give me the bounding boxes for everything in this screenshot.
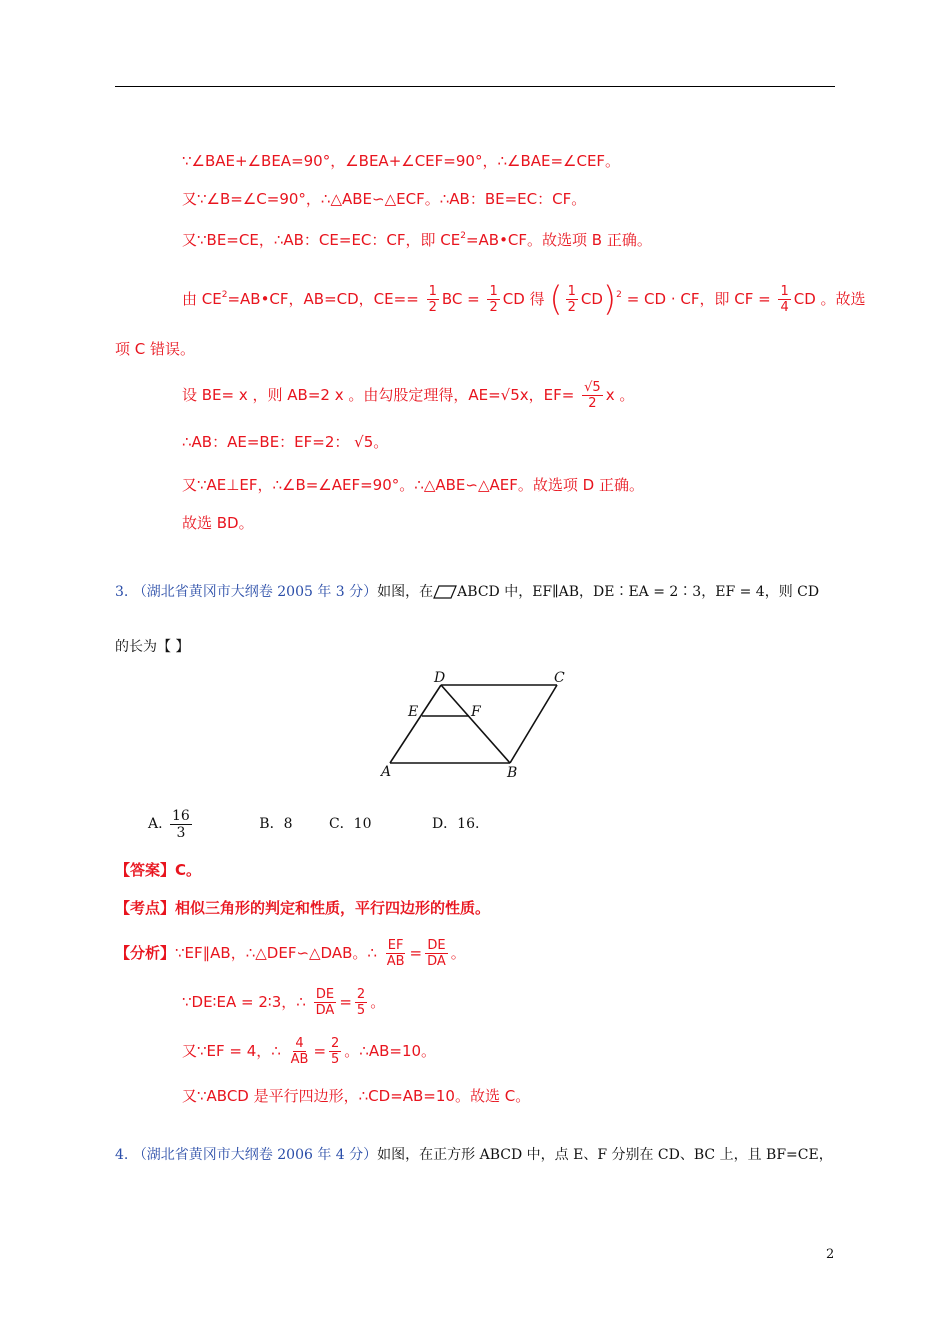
question-3-options xyxy=(148,807,479,841)
fenxi-line-4: 又∵ABCD 是平行四边形，∴CD=AB=10。故选 C。 xyxy=(182,1087,531,1105)
fraction-quarter: $\frac{1}{4}$ xyxy=(780,284,789,315)
solution-line-1: ∵∠BAE+∠BEA=90°，∠BEA+∠CEF=90°，∴∠BAE=∠CEF。 xyxy=(182,152,621,170)
question-3-stem-cont: 的长为【 】 xyxy=(115,639,190,655)
question-source: （湖北省黄冈市大纲卷 2005 年 3 分） xyxy=(132,584,378,600)
kaodian-line: 【考点】相似三角形的判定和性质，平行四边形的性质。 xyxy=(115,899,491,917)
label-e: E xyxy=(408,704,419,720)
answer-value: C。 xyxy=(175,861,202,879)
fenxi-line-3: 又∵EF = 4，∴ $\frac{4}{AB}$ = $\frac{2}{5}$ 。∴AB=10。 xyxy=(182,1036,437,1067)
label-a: A xyxy=(381,764,392,780)
solution-line-4: 由 $CE^2=AB•CF$，AB=CD，CE== $\frac{1}{2}$ BC = $\frac{1}{2}$ CD 得 ( $\frac{1}{2}$ CD)$^2$ = CD · CF，即 CF = $\frac{1}{4}$ CD 。故选 xyxy=(182,279,866,320)
fraction-sqrt5-over-2: $\frac{√5}{2}$ xyxy=(584,380,601,411)
label-b: B xyxy=(507,765,518,781)
question-number: 4. xyxy=(115,1147,129,1163)
parallelogram-icon xyxy=(433,585,457,599)
solution-line-2: 又∵∠B=∠C=90°，∴△ABE∽△ECF。∴AB：BE=EC：CF。 xyxy=(182,190,587,208)
label-f: F xyxy=(471,704,481,720)
label-c: C xyxy=(554,670,565,686)
answer-tag: 【答案】 xyxy=(115,861,176,879)
solution-line-9: 故选 BD。 xyxy=(182,514,254,532)
label-d: D xyxy=(434,670,446,686)
page-number: 2 xyxy=(826,1247,835,1262)
option-a: A. $\frac{16}{3}$ xyxy=(148,807,190,841)
fenxi-tag: 【分析】 xyxy=(115,944,176,962)
segment-da xyxy=(390,685,441,763)
fenxi-line-1: 【分析】∵EF∥AB，∴△DEF∽△DAB。∴ $\frac{EF}{AB}$ = $\frac{DE}{DA}$ 。 xyxy=(115,938,466,969)
solution-line-8: 又∵AE⊥EF，∴∠B=∠AEF=90°。∴△ABE∽△AEF。故选项 D 正确。 xyxy=(182,476,644,494)
segment-cb xyxy=(510,685,557,763)
question-number: 3. xyxy=(115,584,129,600)
fraction-half: $\frac{1}{2}$ xyxy=(428,284,437,315)
fraction-half: $\frac{1}{2}$ xyxy=(567,284,576,315)
header-rule xyxy=(115,86,835,87)
answer-line xyxy=(115,860,201,880)
solution-line-7: ∴AB：AE=BE：EF=2： √5。 xyxy=(182,433,389,451)
solution-line-6: 设 BE= x ，则 AB=2 x 。由勾股定理得，AE=√5x，EF= $\frac{√5}{2}$ x 。 xyxy=(182,380,635,411)
segment-db xyxy=(441,685,510,763)
question-4-stem: 4. （湖北省黄冈市大纲卷 2006 年 4 分）如图，在正方形 ABCD 中，点 E、F 分别在 CD、BC 上，且 BF=CE， xyxy=(115,1147,833,1163)
parallelogram-figure xyxy=(370,665,580,785)
option-d: D．16. xyxy=(431,816,480,832)
option-c: C．10 xyxy=(328,816,372,832)
solution-line-5: 项 C 错误。 xyxy=(115,340,196,358)
question-3-stem: 3. （湖北省黄冈市大纲卷 2005 年 3 分）如图，在 ABCD 中，EF∥AB，DE∶EA = 2∶3，EF = 4，则 CD xyxy=(115,584,820,600)
question-source: （湖北省黄冈市大纲卷 2006 年 4 分） xyxy=(132,1147,378,1163)
fraction-half: $\frac{1}{2}$ xyxy=(489,284,498,315)
solution-line-3: 又∵BE=CE，∴AB：CE=EC：CF，即 $CE^2=AB•CF$。故选项 B 正确。 xyxy=(182,231,652,249)
option-b: B．8 xyxy=(259,816,293,832)
kaodian-tag: 【考点】 xyxy=(115,899,176,917)
fenxi-line-2: ∵DE∶EA = 2∶3，∴ $\frac{DE}{DA}$ = $\frac{2}{5}$ 。 xyxy=(182,987,386,1018)
